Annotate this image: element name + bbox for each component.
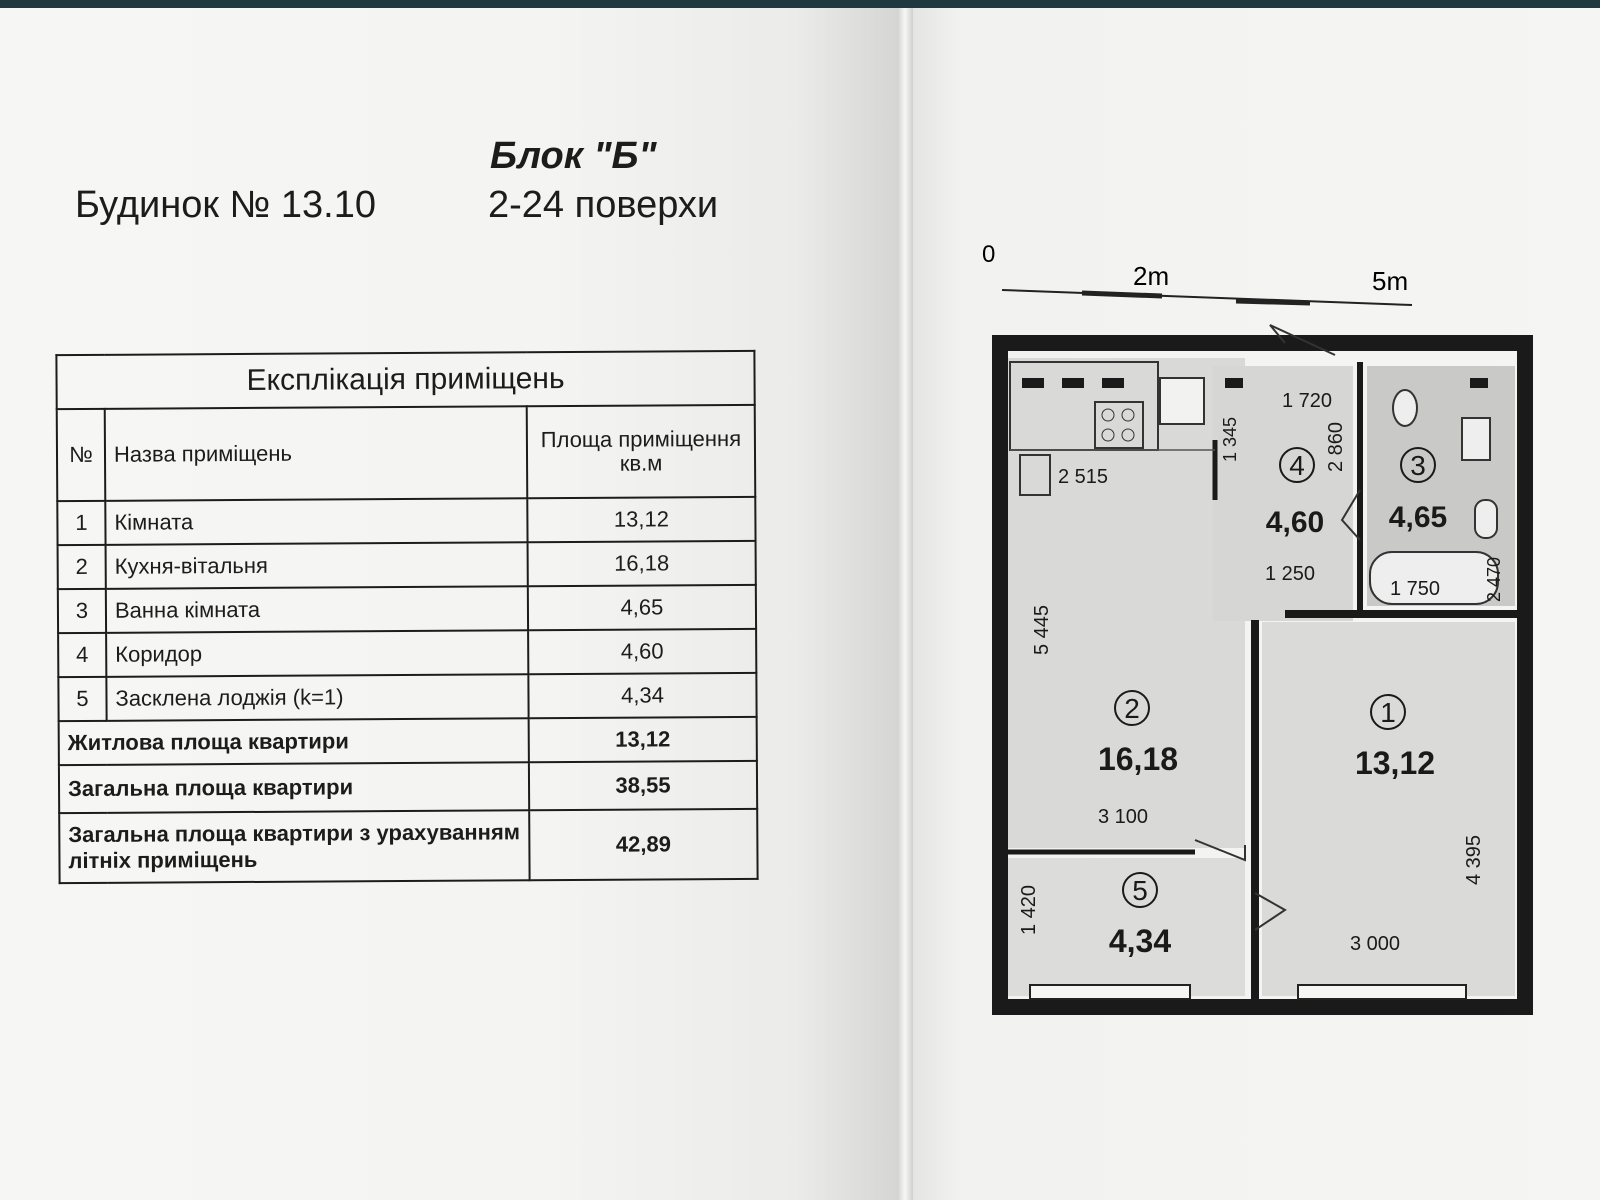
col-header-num: № (57, 409, 106, 501)
dim-room-width: 3 000 (1350, 933, 1401, 955)
dim-room-height: 4 395 (1463, 834, 1485, 885)
room-5-number: 5 (1132, 875, 1148, 906)
total-row (59, 717, 757, 765)
dim-bath-width: 1 750 (1390, 578, 1441, 600)
room-3-number: 3 (1410, 450, 1426, 481)
table-row (58, 585, 756, 633)
dim-corridor-small: 1 345 (1220, 416, 1240, 462)
fridge-icon (1160, 378, 1204, 424)
scale-mid: 2m (1133, 261, 1170, 291)
dim-corridor-width: 1 720 (1282, 390, 1333, 412)
radiator-icon (1102, 378, 1124, 388)
house-title: Будинок № 13.10 (75, 184, 376, 226)
row-area: 4,65 (528, 585, 756, 630)
room-1-number: 1 (1380, 697, 1396, 728)
radiator-icon (1470, 378, 1488, 388)
col-header-area: Площа приміщення кв.м (527, 405, 756, 498)
room-2-number: 2 (1124, 693, 1140, 724)
total-label: Загальна площа квартири з урахуванням літніх приміщень (59, 810, 529, 883)
radiator-icon (1062, 378, 1084, 388)
washbasin-icon (1475, 500, 1497, 538)
total-value: 13,12 (529, 717, 757, 762)
table-row (57, 497, 755, 545)
floors-label: 2-24 поверхи (488, 184, 719, 226)
col-header-name: Назва приміщень (105, 406, 528, 501)
row-num: 2 (58, 545, 106, 589)
room-3-area: 4,65 (1388, 501, 1448, 534)
row-name: Кухня-вітальня (106, 542, 528, 589)
top-bar (0, 0, 1600, 8)
room-1-area: 13,12 (1354, 745, 1436, 781)
total-value: 42,89 (529, 809, 757, 880)
window-icon (1298, 985, 1466, 999)
dim-kitchen-top: 2 515 (1058, 466, 1109, 488)
dim-kitchen-bottom: 3 100 (1098, 806, 1149, 828)
scale-end: 5m (1372, 266, 1409, 296)
window-icon (1030, 985, 1190, 999)
toilet-icon (1393, 390, 1417, 426)
scale-zero: 0 (982, 241, 996, 268)
table-caption: Експлікація приміщень (56, 351, 754, 409)
table-row (58, 673, 756, 721)
table-header-row (57, 405, 756, 501)
room-4-area: 4,60 (1265, 506, 1325, 539)
row-num: 1 (57, 501, 105, 545)
total-value: 38,55 (529, 761, 757, 810)
dim-loggia-height: 1 420 (1018, 884, 1040, 935)
block-title: Блок "Б" (490, 135, 657, 177)
dim-corridor-height: 2 860 (1325, 421, 1347, 472)
shower-icon (1462, 418, 1490, 460)
row-area: 13,12 (527, 497, 755, 542)
scale-segment (1236, 301, 1310, 303)
row-name: Засклена лоджія (k=1) (106, 674, 528, 721)
explication-table (55, 350, 758, 884)
dim-bath-height: 2 470 (1484, 556, 1504, 602)
radiator-icon (1225, 378, 1243, 388)
row-name: Кімната (105, 498, 527, 545)
floor-plan (980, 230, 1540, 1020)
row-name: Коридор (106, 630, 528, 677)
row-num: 4 (58, 633, 106, 677)
row-num: 3 (58, 589, 106, 633)
row-area: 16,18 (528, 541, 756, 586)
row-area: 4,60 (528, 629, 756, 674)
total-label: Загальна площа квартири (59, 762, 529, 813)
row-name: Ванна кімната (106, 586, 528, 633)
total-row (59, 809, 757, 883)
room-4-number: 4 (1289, 450, 1305, 481)
scale-segment (1082, 293, 1162, 296)
row-num: 5 (58, 677, 106, 721)
table-row (58, 629, 756, 677)
scale-line (1002, 290, 1412, 305)
radiator-icon (1022, 378, 1044, 388)
room-2-area: 16,18 (1097, 741, 1179, 777)
table-row (58, 541, 756, 589)
book-gutter (897, 8, 913, 1200)
dim-corridor-bottom: 1 250 (1265, 563, 1316, 585)
dim-kitchen-height: 5 445 (1031, 604, 1053, 655)
room-5-area: 4,34 (1108, 923, 1172, 959)
total-label: Житлова площа квартири (59, 718, 529, 765)
row-area: 4,34 (528, 673, 756, 718)
total-row (59, 761, 757, 813)
